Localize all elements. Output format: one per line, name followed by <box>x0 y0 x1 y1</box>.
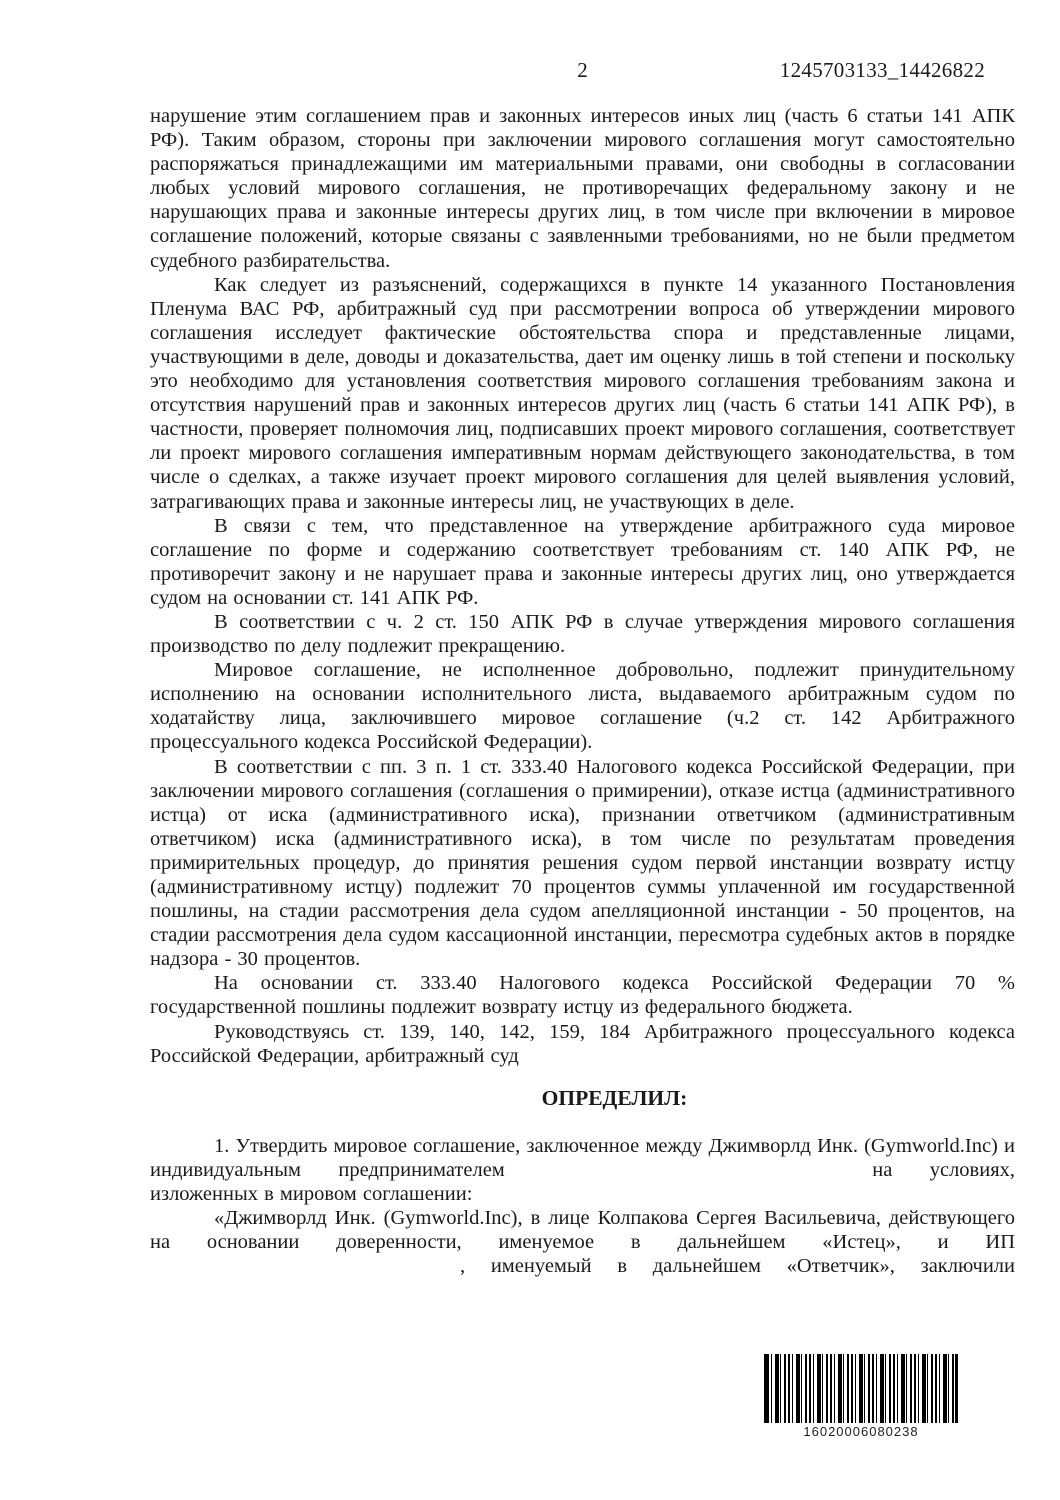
page-number: 2 <box>577 58 588 82</box>
paragraph-duty-refund: На основании ст. 333.40 Налогового кодекса Российской Федерации 70 % государственной пошлины подлежит возврату истцу из федерального бюджета. <box>150 972 1015 1019</box>
page-header <box>150 58 1015 84</box>
document-id: 1245703133_14426822 <box>779 58 985 82</box>
barcode <box>764 1354 958 1439</box>
paragraph-settlement-parties: «Джимворлд Инк. (Gymworld.Inc), в лице Колпакова Сергея Васильевича, действующего на основании доверенности, именуемое в дальнейшем «Истец», и ИП , именуемый в дальнейшем «Ответчик», заключили <box>150 1207 1015 1278</box>
paragraph-guided-by: Руководствуясь ст. 139, 140, 142, 159, 184 Арбитражного процессуального кодекса Российской Федерации, арбитражный суд <box>150 1020 1015 1067</box>
paragraph-continuation: нарушение этим соглашением прав и законных интересов иных лиц (часть 6 статьи 141 АПК РФ). Таким образом, стороны при заключении мирового соглашения могут самостоятельно распоряжаться принадлежащими им материальными правами, они свободны в согласовании любых условий мирового соглашения, не противоречащих федеральному закону и не нарушающих права и законные интересы других лиц, в том числе при включении в мировое соглашение положений, которые связаны с заявленными требованиями, но не были предметом судебного разбирательства. <box>150 105 1015 272</box>
paragraph-enforcement: Мировое соглашение, не исполненное добровольно, подлежит принудительному исполнению на основании исполнительного листа, выдаваемого арбитражным судом по ходатайству лица, заключившего мировое соглашение (ч.2 ст. 142 Арбитражного процессуального кодекса Российской Федерации). <box>150 659 1015 754</box>
paragraph-approval-basis: В связи с тем, что представленное на утверждение арбитражного суда мировое соглашение по форме и содержанию соответствует требованиям ст. 140 АПК РФ, не противоречит закону и не нарушает права и законные интересы других лиц, оно утверждается судом на основании ст. 141 АПК РФ. <box>150 514 1015 609</box>
redacted-name-gap <box>150 1270 460 1272</box>
barcode-number: 16020006080238 <box>803 1424 919 1439</box>
paragraph-tax-code-refund: В соответствии с пп. 3 п. 1 ст. 333.40 Налогового кодекса Российской Федерации, при заключении мирового соглашения (соглашения о примирении), отказе истца (административного истца) от иска (административного иска), признании ответчиком (административным ответчиком) иска (административного иска), в том числе по результатам проведения примирительных процедур, до принятия решения судом первой инстанции возврату истцу (административному истцу) подлежит 70 процентов суммы уплаченной им государственной пошлины, на стадии рассмотрения дела судом апелляционной инстанции - 50 процентов, на стадии рассмотрения дела судом кассационной инстанции, пересмотра судебных актов в порядке надзора - 30 процентов. <box>150 755 1015 971</box>
paragraph-case-termination: В соответствии с ч. 2 ст. 150 АПК РФ в случае утверждения мирового соглашения производство по делу подлежит прекращению. <box>150 610 1015 658</box>
redacted-name-gap <box>542 1174 872 1176</box>
document-body <box>150 104 1015 1278</box>
paragraph-ruling-item-1: 1. Утвердить мировое соглашение, заключенное между Джимворлд Инк. (Gymworld.Inc) и индивидуальным предпринимателем на условиях, изложенных в мировом соглашении: <box>150 1134 1015 1206</box>
barcode-bars-image <box>764 1354 958 1423</box>
paragraph-plenum-explanations: Как следует из разъяснений, содержащихся в пункте 14 указанного Постановления Пленума ВАС РФ, арбитражный суд при рассмотрении вопроса об утверждении мирового соглашения исследует фактические обстоятельства спора и представленные лицами, участвующими в деле, доводы и доказательства, дает им оценку лишь в той степени и поскольку это необходимо для установления соответствия мирового соглашения требованиям закона и отсутствия нарушений прав и законных интересов других лиц (часть 6 статьи 141 АПК РФ), в частности, проверяет полномочия лиц, подписавших проект мирового соглашения, соответствует ли проект мирового соглашения императивным нормам действующего законодательства, в том числе о сделках, а также изучает проект мирового соглашения для целей выявления условий, затрагивающих права и законные интересы лиц, не участвующих в деле. <box>150 273 1015 513</box>
ruling-heading: ОПРЕДЕЛИЛ: <box>541 1085 688 1110</box>
